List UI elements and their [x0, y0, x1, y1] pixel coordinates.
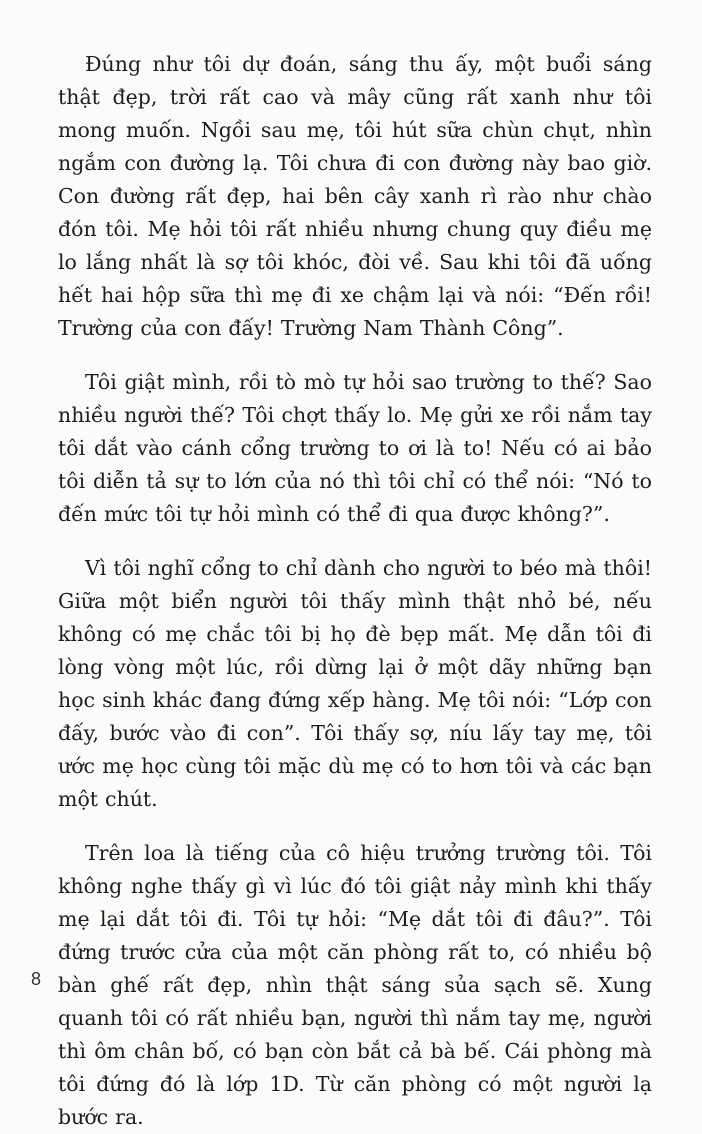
paragraph-2: Tôi giật mình, rồi tò mò tự hỏi sao trường to thế? Sao nhiều người thế? Tôi chợt thấy lo. Mẹ gửi xe rồi nắm tay tôi dắt vào cánh cổng trường to ơi là to! Nếu có ai bảo tôi diễn tả sự to lớn của nó thì tôi chỉ có thể nói: “Nó to đến mức tôi tự hỏi mình có thể đi qua được không?”.	[58, 370, 652, 526]
page-number: 8	[31, 969, 42, 989]
paragraph-3: Vì tôi nghĩ cổng to chỉ dành cho người to béo mà thôi! Giữa một biển người tôi thấy mình thật nhỏ bé, nếu không có mẹ chắc tôi bị họ đè bẹp mất. Mẹ dẫn tôi đi lòng vòng một lúc, rồi dừng lại ở một dãy những bạn học sinh khác đang đứng xếp hàng. Mẹ tôi nói: “Lớp con đấy, bước vào đi con”. Tôi thấy sợ, níu lấy tay mẹ, tôi ước mẹ học cùng tôi mặc dù mẹ có to hơn tôi và các bạn một chút.	[58, 556, 652, 811]
book-page	[58, 48, 652, 1129]
paragraph-4: Trên loa là tiếng của cô hiệu trưởng trường tôi. Tôi không nghe thấy gì vì lúc đó tôi giật nảy mình khi thấy mẹ lại dắt tôi đi. Tôi tự hỏi: “Mẹ dắt tôi đi đâu?”. Tôi đứng trước cửa của một căn phòng rất to, có nhiều bộ bàn ghế rất đẹp, nhìn thật sáng sủa sạch sẽ. Xung quanh tôi có rất nhiều bạn, người thì nắm tay mẹ, người thì ôm chân bố, có bạn còn bắt cả bà bế. Cái phòng mà tôi đứng đó là lớp 1D. Từ căn phòng có một người lạ bước ra.	[58, 841, 652, 1129]
paragraph-1: Đúng như tôi dự đoán, sáng thu ấy, một buổi sáng thật đẹp, trời rất cao và mây cũng rất xanh như tôi mong muốn. Ngồi sau mẹ, tôi hút sữa chùn chụt, nhìn ngắm con đường lạ. Tôi chưa đi con đường này bao giờ. Con đường rất đẹp, hai bên cây xanh rì rào như chào đón tôi. Mẹ hỏi tôi rất nhiều nhưng chung quy điều mẹ lo lắng nhất là sợ tôi khóc, đòi về. Sau khi tôi đã uống hết hai hộp sữa thì mẹ đi xe chậm lại và nói: “Đến rồi! Trường của con đấy! Trường Nam Thành Công”.	[58, 52, 652, 340]
